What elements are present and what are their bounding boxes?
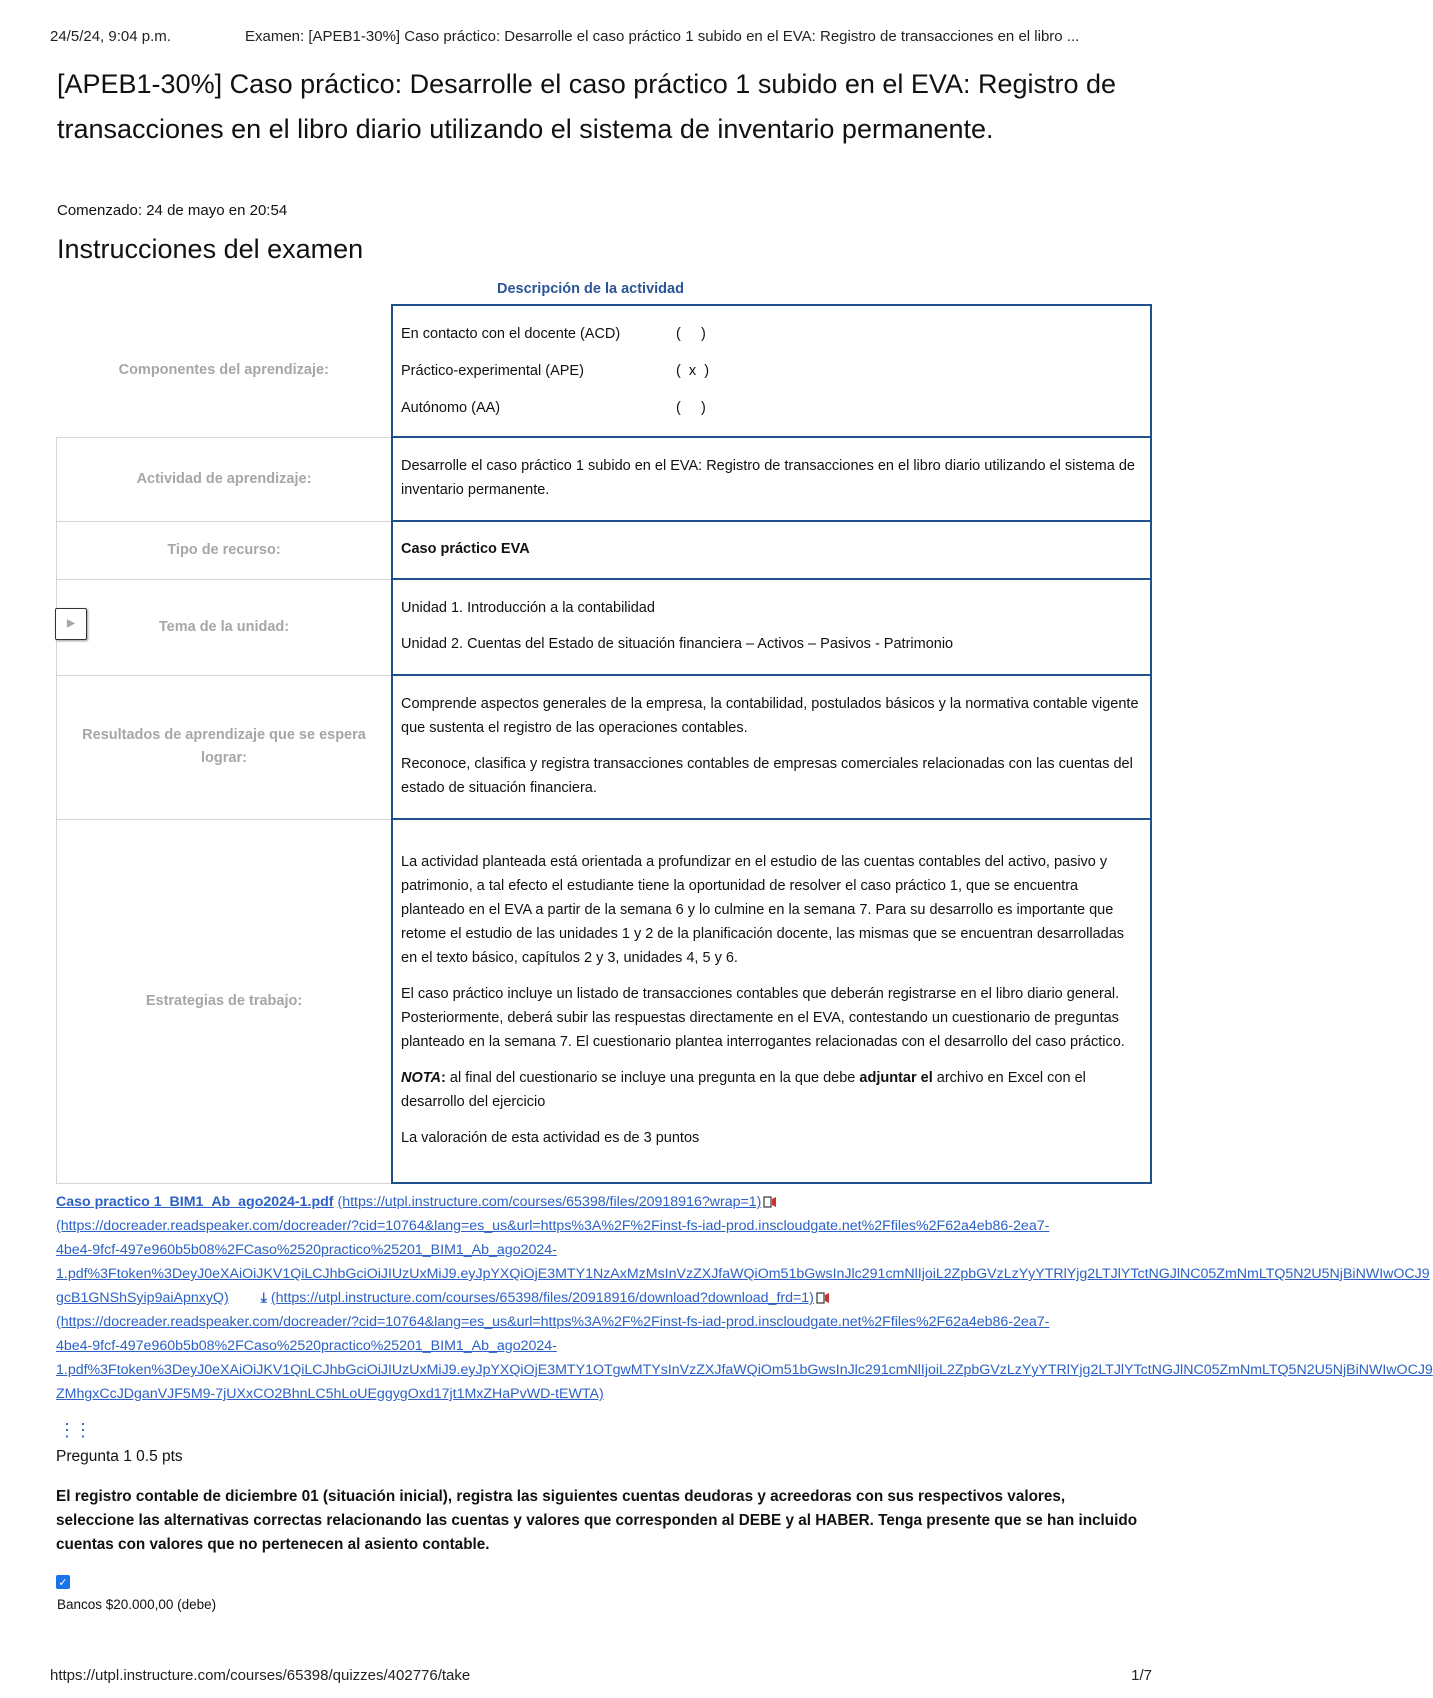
component-name: Autónomo (AA) xyxy=(401,400,501,416)
pdf-file-url[interactable]: (https://utpl.instructure.com/courses/65398/files/20918916?wrap=1) xyxy=(337,1194,762,1210)
components-label: Componentes del aprendizaje: xyxy=(118,362,329,379)
docreader-link-1[interactable]: (https://docreader.readspeaker.com/docreader/?cid=10764&lang=es_us&url=https%3A%2F%2Finst-fs-iad-prod.inscloudgate.net%2Ffiles%2F62a4eb86-2ea7- xyxy=(56,1218,1050,1234)
strategies-note: NOTA: al final del cuestionario se incluye una pregunta en la que debe adjuntar el archivo en Excel con el desarrollo del ejercicio xyxy=(401,1070,1086,1110)
print-date: 24/5/24, 9:04 p.m. xyxy=(50,28,171,45)
components-row xyxy=(57,305,1152,437)
note-text-2: archivo en Excel con el desarrollo del ejercicio xyxy=(401,1070,1086,1110)
component-item xyxy=(401,316,1142,353)
print-header xyxy=(50,28,1152,45)
activity-value: Desarrolle el caso práctico 1 subido en el EVA: Registro de transacciones en el libro diario utilizando el sistema de inventario permanente. xyxy=(392,437,1151,521)
print-document-title: Examen: [APEB1-30%] Caso práctico: Desarrolle el caso práctico 1 subido en el EVA: Registro de transacciones en el libro ... xyxy=(245,28,1080,45)
drag-handle-icon[interactable]: ⋮⋮ xyxy=(58,1420,90,1440)
results-row xyxy=(57,675,1152,819)
activity-label: Actividad de aprendizaje: xyxy=(57,437,393,521)
started-timestamp: Comenzado: 24 de mayo en 20:54 xyxy=(57,202,288,219)
question-header: Pregunta 1 0.5 pts xyxy=(56,1448,183,1465)
results-label: Resultados de aprendizaje que se espera lograr: xyxy=(57,675,393,819)
docreader-link-2-cont[interactable]: 4be4-9fcf-497e960b5b08%2FCaso%2520practico%25201_BIM1_Ab_ago2024- xyxy=(56,1338,557,1354)
option-label: Bancos $20.000,00 (debe) xyxy=(57,1597,217,1612)
docreader-link-2[interactable]: (https://docreader.readspeaker.com/docreader/?cid=10764&lang=es_us&url=https%3A%2F%2Finst-fs-iad-prod.inscloudgate.net%2Ffiles%2F62a4eb86-2ea7- xyxy=(56,1314,1050,1330)
topic-unit-2: Unidad 2. Cuentas del Estado de situación financiera – Activos – Pasivos - Patrimonio xyxy=(401,636,954,652)
link-line xyxy=(56,1214,1151,1238)
pdf-file-link[interactable]: Caso practico 1_BIM1_Ab_ago2024-1.pdf xyxy=(56,1194,334,1210)
component-mark: ( ) xyxy=(676,326,706,342)
attachment-links xyxy=(56,1190,1433,1406)
note-text-1: al final del cuestionario se incluye una pregunta en la que debe xyxy=(445,1070,860,1086)
link-line xyxy=(56,1382,1151,1406)
topic-row xyxy=(57,579,1152,675)
play-triangle-icon: ▶ xyxy=(67,618,75,629)
strategies-paragraph-2: El caso práctico incluye un listado de transacciones contables que deberán registrarse en el libro diario general. Posteriormente, deberá subir las respuestas directamente en el EVA, contestando un cuestionario de preguntas planteado en la semana 7. El cuestionario plantea interrogantes relacionadas con el desarrollo del caso práctico. xyxy=(401,986,1125,1050)
check-icon: ✓ xyxy=(58,1576,68,1589)
strategies-label: Estrategias de trabajo: xyxy=(57,819,393,1183)
activity-description-table xyxy=(56,304,1152,1184)
topic-unit-1: Unidad 1. Introducción a la contabilidad xyxy=(401,600,655,616)
docreader-link-2-cont[interactable]: ZMhgxCcJDganVJF5M9-7jUXxCO2BhnLC5hLoUEggygOxd17jt1MxZHaPvWD-tEWTA) xyxy=(56,1386,604,1402)
topic-label: Tema de la unidad: xyxy=(158,618,290,635)
component-name: Práctico-experimental (APE) xyxy=(401,363,584,379)
component-mark: ( ) xyxy=(676,400,706,416)
resource-label: Tipo de recurso: xyxy=(57,521,393,579)
component-item xyxy=(401,353,1142,390)
page-title: [APEB1-30%] Caso práctico: Desarrolle el caso práctico 1 subido en el EVA: Registro de transacciones en el libro diario utilizando el sistema de inventario permanente. xyxy=(57,69,1117,144)
readspeaker-icon[interactable] xyxy=(763,1195,777,1209)
link-line xyxy=(56,1358,1433,1382)
instructions-heading: Instrucciones del examen xyxy=(57,234,364,264)
topic-value xyxy=(392,579,1151,675)
link-line xyxy=(56,1190,1151,1214)
print-url: https://utpl.instructure.com/courses/65398/quizzes/402776/take xyxy=(50,1667,471,1684)
docreader-link-2-cont[interactable]: 1.pdf%3Ftoken%3DeyJ0eXAiOiJKV1QiLCJhbGciOiJIUzUxMiJ9.eyJpYXQiOjE3MTY1OTgwMTYsInVzZXJfaWQiOm51bGwsInJlc291cmNlIjoiL2ZpbGVzLzYyYTRlYjg2LTJlYTctNGJlNC05ZmNmLTQ5N2U5NjBiNWIwOCJ9 xyxy=(56,1362,1433,1378)
link-line xyxy=(56,1262,1430,1286)
docreader-link-1-cont[interactable]: gcB1GNShSyip9aiApnxyQ) xyxy=(56,1290,229,1306)
link-line xyxy=(56,1310,1151,1334)
link-line xyxy=(56,1286,1151,1310)
strategies-value xyxy=(392,819,1151,1183)
strategies-paragraph-1: La actividad planteada está orientada a profundizar en el estudio de las cuentas contables del activo, pasivo y patrimonio, a tal efecto el estudiante tiene la oportunidad de resolver el caso práctico 1, que se encuentra planteado en el EVA a partir de la semana 6 y lo culmine en la semana 7. Para su desarrollo es importante que retome el estudio de las unidades 1 y 2 de la planificación docente, las mismas que se encuentran desarrolladas en el texto básico, capítulos 2 y 3, unidades 4, 5 y 6. xyxy=(401,854,1125,966)
question-text: El registro contable de diciembre 01 (situación inicial), registra las siguientes cuentas deudoras y acreedoras con sus respectivos valores, seleccione las alternativas correctas relacionando las cuentas y valores que corresponden al DEBE y al HABER. Tenga presente que se han incluido cuentas con valores que no pertenecen al asiento contable. xyxy=(56,1488,1138,1553)
option-checkbox[interactable] xyxy=(56,1575,70,1589)
print-footer xyxy=(50,1667,1152,1684)
topic-label-cell xyxy=(57,579,393,675)
component-item xyxy=(401,390,1142,427)
resource-row xyxy=(57,521,1152,579)
link-line xyxy=(56,1334,1151,1358)
link-line xyxy=(56,1238,1151,1262)
components-value xyxy=(392,305,1151,437)
strategies-row xyxy=(57,819,1152,1183)
download-icon[interactable]: ⤓ xyxy=(260,1290,267,1306)
download-link[interactable]: (https://utpl.instructure.com/courses/65398/files/20918916/download?download_frd=1) xyxy=(270,1290,814,1306)
results-value xyxy=(392,675,1151,819)
page-number: 1/7 xyxy=(1131,1667,1152,1684)
activity-table-caption: Descripción de la actividad xyxy=(497,281,684,297)
resource-value: Caso práctico EVA xyxy=(392,521,1151,579)
docreader-link-1-cont[interactable]: 4be4-9fcf-497e960b5b08%2FCaso%2520practico%25201_BIM1_Ab_ago2024- xyxy=(56,1242,557,1258)
component-mark: ( x ) xyxy=(676,363,710,379)
note-label: NOTA xyxy=(401,1070,442,1086)
results-paragraph-2: Reconoce, clasifica y registra transacciones contables de empresas comerciales relacionadas con las cuentas del estado de situación financiera. xyxy=(401,756,1133,796)
docreader-link-1-cont[interactable]: 1.pdf%3Ftoken%3DeyJ0eXAiOiJKV1QiLCJhbGciOiJIUzUxMiJ9.eyJpYXQiOjE3MTY1NzAxMzMsInVzZXJfaWQiOm51bGwsInJlc291cmNlIjoiL2ZpbGVzLzYyYTRlYjg2LTJlYTctNGJlNC05ZmNmLTQ5N2U5NjBiNWIwOCJ9 xyxy=(56,1266,1430,1282)
note-bold: adjuntar el xyxy=(859,1070,933,1086)
activity-row xyxy=(57,437,1152,521)
strategies-paragraph-4: La valoración de esta actividad es de 3 puntos xyxy=(401,1130,700,1146)
component-name: En contacto con el docente (ACD) xyxy=(401,326,621,342)
expand-button[interactable] xyxy=(55,608,87,640)
readspeaker-icon[interactable] xyxy=(816,1291,830,1305)
results-paragraph-1: Comprende aspectos generales de la empresa, la contabilidad, postulados básicos y la normativa contable vigente que sustenta el registro de las operaciones contables. xyxy=(401,696,1139,736)
